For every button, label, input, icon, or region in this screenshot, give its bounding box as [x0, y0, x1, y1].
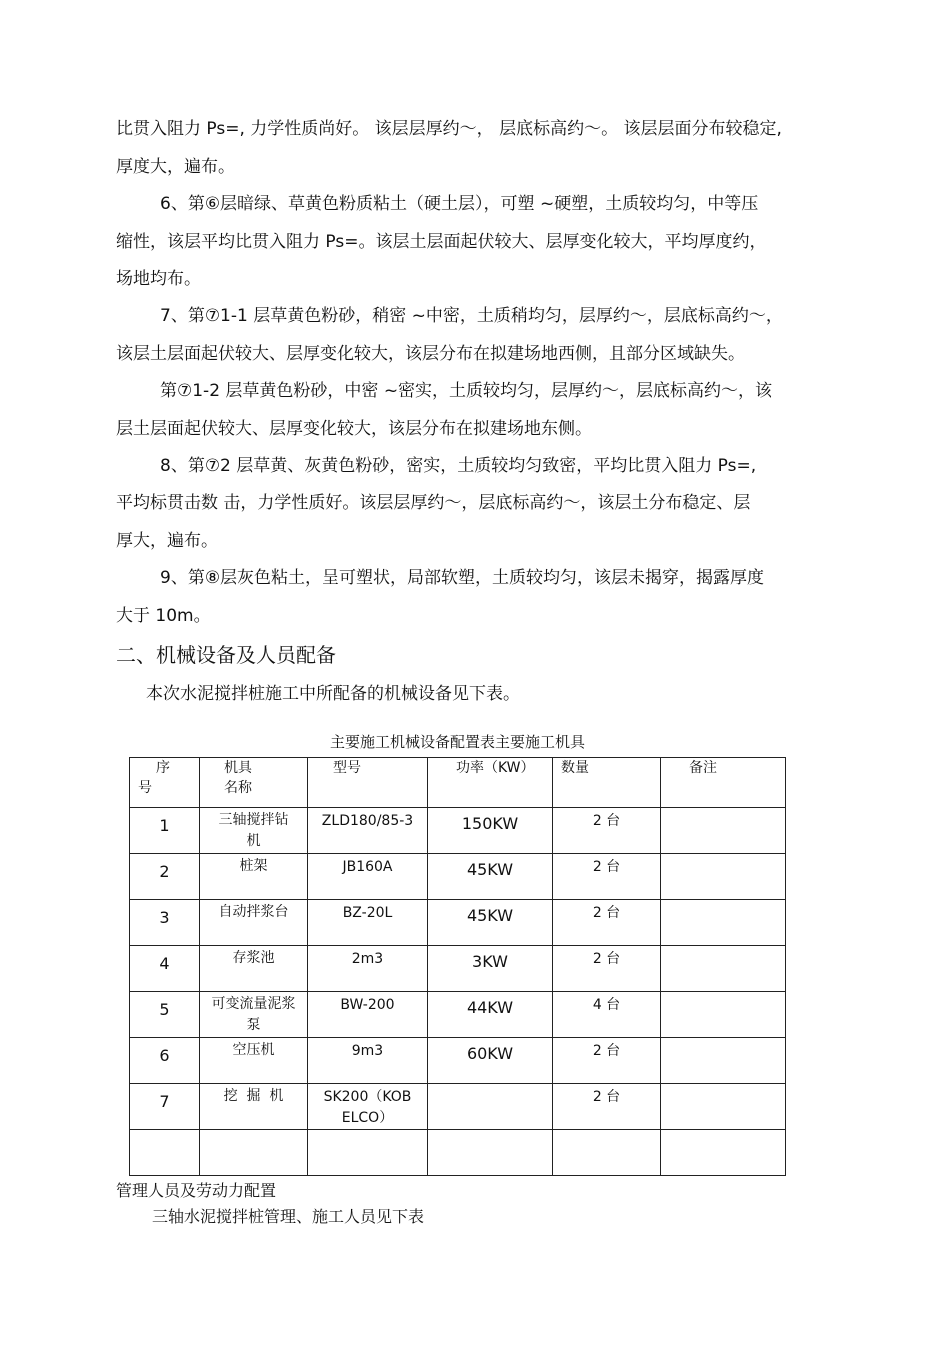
paragraph-line: 缩性，该层平均比贯入阻力 Ps=。该层土层面起伏较大、层厚变化较大，平均厚度约，	[116, 232, 767, 252]
cell-qty	[553, 854, 661, 900]
cell-power	[428, 808, 553, 854]
header-cell-name	[200, 758, 308, 808]
cell-name	[200, 992, 308, 1038]
equipment-power: 150KW	[461, 814, 519, 833]
cell-qty	[553, 1038, 661, 1084]
equipment-model: 9m3	[351, 1043, 384, 1059]
row-number	[130, 1130, 199, 1138]
cell-note	[661, 1130, 786, 1176]
cell-qty	[553, 1084, 661, 1130]
equipment-qty: 4 台	[592, 997, 621, 1013]
equipment-model	[308, 1130, 427, 1133]
row-number: 3	[159, 908, 170, 927]
cell-name	[200, 946, 308, 992]
equipment-model: JB160A	[342, 859, 393, 875]
cell-name	[200, 808, 308, 854]
cell-model	[308, 1084, 428, 1130]
table-row	[130, 946, 786, 992]
paragraph-line: 场地均布。	[116, 269, 201, 289]
cell-model	[308, 1130, 428, 1176]
equipment-model: BZ-20L	[342, 905, 393, 921]
row-number: 1	[159, 816, 170, 835]
cell-power	[428, 946, 553, 992]
header-text: 机具	[224, 760, 252, 776]
equipment-qty: 2 台	[592, 951, 621, 967]
equipment-table	[129, 757, 786, 1176]
paragraph-line: 大于 10m。	[116, 606, 211, 626]
equipment-power	[428, 1130, 552, 1136]
paragraph-line: 8、第⑦2 层草黄、灰黄色粉砂，密实，土质较均匀致密，平均比贯入阻力 Ps=,	[160, 456, 757, 476]
table-header-row	[130, 758, 786, 808]
paragraph-line: 层土层面起伏较大、层厚变化较大，该层分布在拟建场地东侧。	[116, 419, 592, 439]
equipment-model: ZLD180/85-3	[321, 813, 414, 829]
header-text: 型号	[333, 760, 361, 776]
equipment-power	[428, 1084, 552, 1090]
equipment-power: 3KW	[472, 952, 508, 971]
header-cell-power	[428, 758, 553, 808]
cell-power	[428, 992, 553, 1038]
staffing-intro: 三轴水泥搅拌桩管理、施工人员见下表	[152, 1207, 425, 1226]
cell-no	[130, 854, 200, 900]
cell-no	[130, 1038, 200, 1084]
table-row	[130, 1084, 786, 1130]
cell-model	[308, 992, 428, 1038]
cell-no	[130, 900, 200, 946]
equipment-qty: 2 台	[592, 1043, 621, 1059]
equipment-qty: 2 台	[592, 905, 621, 921]
cell-name	[200, 1130, 308, 1176]
cell-model	[308, 900, 428, 946]
equipment-name: 三轴搅拌钻机	[218, 812, 289, 849]
cell-note	[661, 1084, 786, 1130]
header-cell-no	[130, 758, 200, 808]
equipment-name: 自动拌浆台	[218, 904, 289, 920]
equipment-name: 挖 掘 机	[223, 1088, 284, 1104]
cell-note	[661, 992, 786, 1038]
equipment-qty	[553, 1130, 660, 1133]
equipment-name	[200, 1130, 307, 1132]
staffing-heading: 管理人员及劳动力配置	[116, 1181, 277, 1200]
cell-no	[130, 1130, 200, 1176]
header-cell-model	[308, 758, 428, 808]
paragraph-line: 比贯入阻力 Ps=, 力学性质尚好。 该层层厚约～， 层底标高约～。 该层层面分布较稳定,	[116, 119, 782, 139]
cell-power	[428, 1084, 553, 1130]
cell-note	[661, 1038, 786, 1084]
cell-name	[200, 854, 308, 900]
table-row	[130, 854, 786, 900]
equipment-model: 2m3	[351, 951, 384, 967]
equipment-qty: 2 台	[592, 859, 621, 875]
paragraph-line: 9、第⑧层灰色粘土，呈可塑状，局部软塑，土质较均匀，该层未揭穿，揭露厚度	[160, 568, 765, 588]
equipment-power: 60KW	[466, 1044, 514, 1063]
equipment-name: 存浆池	[232, 950, 275, 966]
equipment-model: BW-200	[340, 997, 395, 1013]
table-row	[130, 900, 786, 946]
cell-power	[428, 854, 553, 900]
cell-no	[130, 946, 200, 992]
table-caption: 主要施工机械设备配置表主要施工机具	[330, 733, 586, 751]
equipment-power: 44KW	[466, 998, 514, 1017]
cell-note	[661, 808, 786, 854]
paragraph-line: 6、第⑥层暗绿、草黄色粉质粘土（硬土层），可塑 ~硬塑，土质较均匀，中等压	[160, 194, 759, 214]
equipment-model: SK200（KOBELCO）	[323, 1089, 412, 1126]
table-row	[130, 808, 786, 854]
paragraph-line: 厚大，遍布。	[116, 531, 218, 551]
cell-name	[200, 900, 308, 946]
cell-note	[661, 900, 786, 946]
equipment-power: 45KW	[466, 860, 514, 879]
cell-qty	[553, 946, 661, 992]
paragraph-line: 厚度大，遍布。	[116, 157, 235, 177]
equipment-power: 45KW	[466, 906, 514, 925]
row-number: 7	[159, 1092, 170, 1111]
cell-model	[308, 854, 428, 900]
cell-no	[130, 808, 200, 854]
header-text: 功率（KW）	[456, 760, 535, 776]
cell-note	[661, 854, 786, 900]
cell-no	[130, 1084, 200, 1130]
header-text: 序	[156, 760, 170, 776]
cell-qty	[553, 900, 661, 946]
cell-qty	[553, 1130, 661, 1176]
header-cell-qty	[553, 758, 661, 808]
cell-note	[661, 946, 786, 992]
equipment-name: 可变流量泥浆泵	[211, 996, 296, 1033]
cell-model	[308, 946, 428, 992]
cell-no	[130, 992, 200, 1038]
header-text: 名称	[224, 780, 252, 796]
table-row	[130, 1130, 786, 1176]
header-text: 数量	[561, 760, 589, 776]
paragraph-line: 第⑦1-2 层草黄色粉砂，中密 ~密实，土质较均匀，层厚约～，层底标高约～，该	[160, 381, 773, 401]
paragraph-line: 7、第⑦1-1 层草黄色粉砂，稍密 ~中密，土质稍均匀，层厚约～，层底标高约～，	[160, 306, 783, 326]
paragraph-line: 该层土层面起伏较大、层厚变化较大，该层分布在拟建场地西侧，且部分区域缺失。	[116, 344, 745, 364]
table-row	[130, 1038, 786, 1084]
paragraph-line: 平均标贯击数 击，力学性质好。该层层厚约～，层底标高约～，该层土分布稳定、层	[116, 493, 751, 513]
equipment-name: 空压机	[232, 1042, 275, 1058]
row-number: 2	[159, 862, 170, 881]
row-number: 6	[159, 1046, 170, 1065]
equipment-name: 桩架	[239, 858, 268, 874]
cell-name	[200, 1038, 308, 1084]
row-number: 4	[159, 954, 170, 973]
cell-qty	[553, 808, 661, 854]
section-heading: 二、机械设备及人员配备	[116, 643, 336, 667]
header-text: 号	[138, 780, 152, 796]
cell-name	[200, 1084, 308, 1130]
cell-qty	[553, 992, 661, 1038]
cell-model	[308, 808, 428, 854]
header-cell-note	[661, 758, 786, 808]
cell-power	[428, 1130, 553, 1176]
row-number: 5	[159, 1000, 170, 1019]
cell-power	[428, 900, 553, 946]
intro-text: 本次水泥搅拌桩施工中所配备的机械设备见下表。	[146, 684, 520, 704]
cell-model	[308, 1038, 428, 1084]
equipment-qty: 2 台	[592, 1089, 621, 1105]
table-row	[130, 992, 786, 1038]
header-text: 备注	[689, 760, 717, 776]
equipment-qty: 2 台	[592, 813, 621, 829]
cell-power	[428, 1038, 553, 1084]
